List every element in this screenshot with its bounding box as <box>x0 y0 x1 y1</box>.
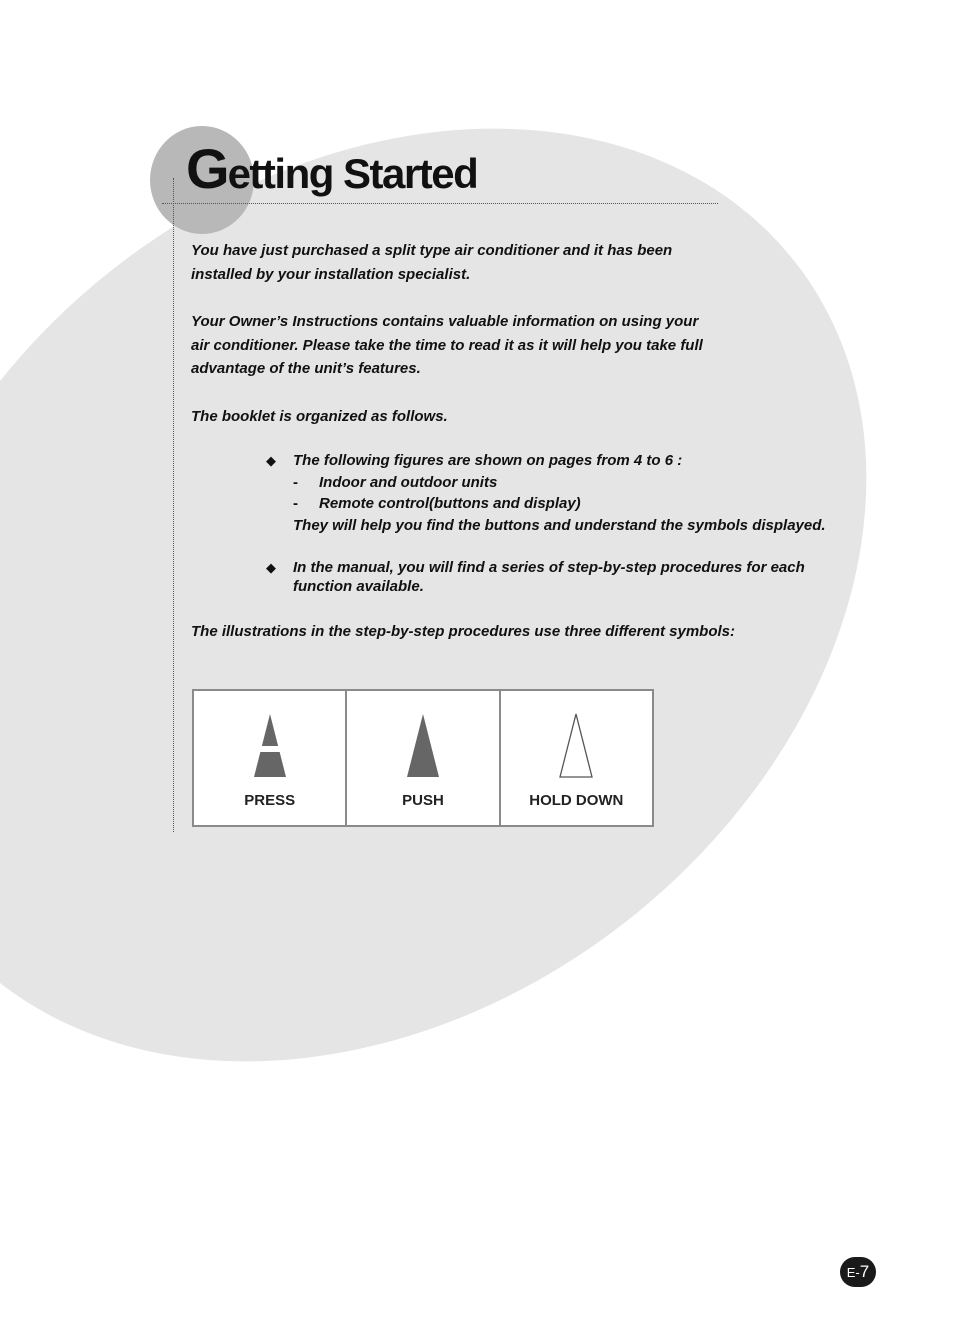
intro-p1-line1: You have just purchased a split type air conditioner and it has been <box>191 242 673 259</box>
title-dotted-rule <box>162 203 718 204</box>
diamond-bullet-icon: ◆ <box>266 453 276 468</box>
margin-dotted-rule <box>173 178 174 832</box>
page-number: 7 <box>859 1262 870 1281</box>
diamond-bullet-icon: ◆ <box>266 560 276 575</box>
intro-paragraph-1 <box>191 239 751 286</box>
closing-paragraph: The illustrations in the step-by-step procedures use three different symbols: <box>191 623 735 640</box>
symbols-table <box>192 689 654 827</box>
intro-p2-line1: Your Owner’s Instructions contains valuable information on using your <box>191 313 699 330</box>
page-number-badge <box>840 1257 876 1287</box>
list-item-2-line1: In the manual, you will find a series of step-by-step procedures for each <box>293 559 805 576</box>
title-rest: etting Started <box>227 150 478 197</box>
title-initial: G <box>186 137 228 200</box>
dash-bullet: - <box>293 474 298 491</box>
list-item-2-line2: function available. <box>293 578 424 595</box>
intro-p2-line2: air conditioner. Please take the time to read it as it will help you take full <box>191 336 703 354</box>
dash-bullet: - <box>293 495 298 512</box>
press-symbol-icon <box>252 713 288 779</box>
symbol-label-hold-down: HOLD DOWN <box>529 792 624 809</box>
intro-p1-line2: installed by your installation specialist. <box>191 265 471 283</box>
intro-paragraph-2 <box>191 310 751 381</box>
sub-item-indoor-outdoor: Indoor and outdoor units <box>319 474 498 491</box>
symbol-cell-press <box>194 691 345 825</box>
list-item-1: The following figures are shown on pages from 4 to 6 : <box>293 452 683 469</box>
push-symbol-icon <box>405 713 441 779</box>
symbol-label-press: PRESS <box>244 792 296 809</box>
list-item-1-note: They will help you find the buttons and understand the symbols displayed. <box>293 517 826 534</box>
symbol-cell-push <box>345 691 498 825</box>
sub-item-remote-control: Remote control(buttons and display) <box>319 495 581 512</box>
symbol-label-push: PUSH <box>402 792 444 809</box>
intro-paragraph-3: The booklet is organized as follows. <box>191 408 448 425</box>
intro-p2-line3: advantage of the unit’s features. <box>191 360 421 377</box>
page-title <box>186 136 477 201</box>
hold-down-symbol-icon <box>558 713 594 779</box>
page-prefix: E- <box>846 1264 860 1280</box>
symbol-cell-hold-down <box>499 691 652 825</box>
